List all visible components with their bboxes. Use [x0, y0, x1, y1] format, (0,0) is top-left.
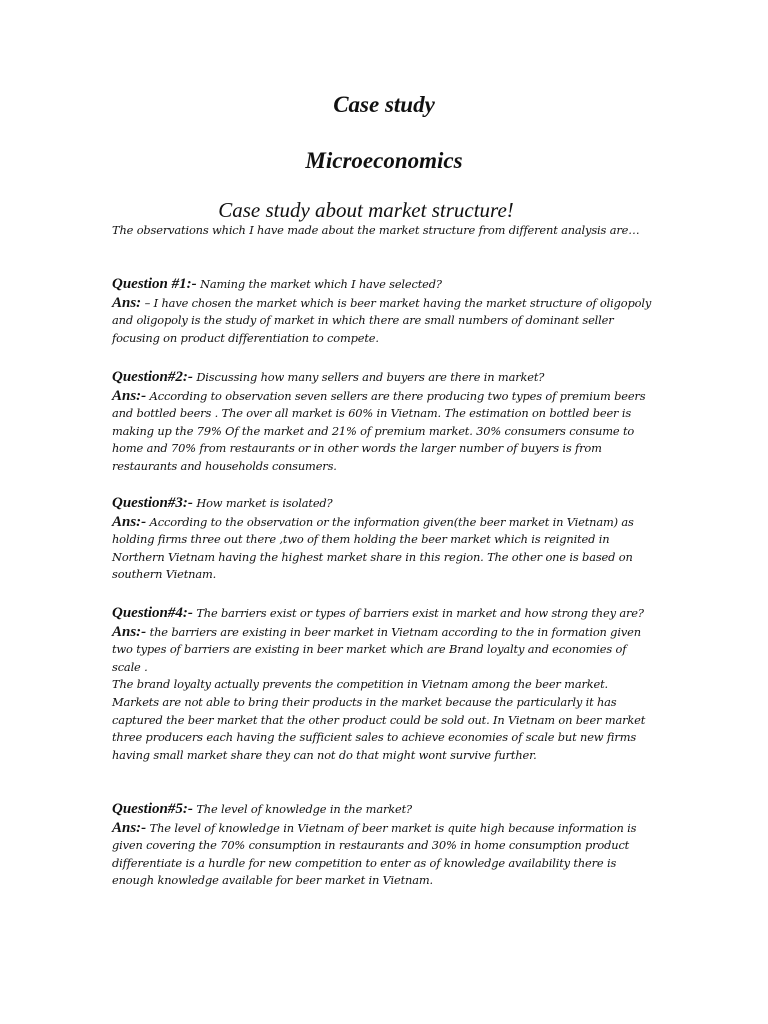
question-line	[112, 605, 652, 623]
subject-title: Microeconomics	[305, 148, 463, 173]
answer-paragraph	[112, 388, 652, 476]
question-block-2	[112, 369, 652, 476]
document-title: Case study	[333, 92, 435, 117]
answer-text: According to the observation or the information given(the beer market in Vietnam) as holding firms three out there ,two of them holding the beer market which is reignited in Northern Vietnam having the highest market share in this region. The other one is based on southern Vietnam.	[112, 514, 634, 582]
question-label: Question#4:-	[112, 605, 193, 621]
intro-paragraph: The observations which I have made about the market structure from different analysis are…	[112, 223, 640, 237]
question-block-1	[112, 276, 652, 347]
question-label: Question #1:-	[112, 276, 197, 292]
question-block-3	[112, 495, 652, 584]
question-block-4	[112, 605, 652, 764]
question-block-5	[112, 801, 652, 890]
question-line	[112, 801, 652, 819]
answer-label: Ans:-	[112, 513, 147, 530]
answer-label: Ans:	[112, 294, 142, 311]
answer-label: Ans:-	[112, 387, 147, 404]
question-text: The level of knowledge in the market?	[192, 802, 412, 816]
question-line	[112, 495, 652, 513]
answer-text: the barriers are existing in beer market in Vietnam according to the in formation given two types of barriers are existing in beer market which are Brand loyalty and economies of scale .	[112, 624, 641, 674]
answer-paragraph	[112, 820, 652, 890]
answer-paragraph	[112, 295, 652, 348]
section-heading: Case study about market structure!	[218, 198, 514, 222]
answer-paragraph	[112, 514, 652, 584]
question-text: Naming the market which I have selected?	[196, 277, 442, 291]
answer-text: According to observation seven sellers are there producing two types of premium beers and bottled beers . The over all market is 60% in Vietnam. The estimation on bottled beer is making up the 79% Of the market and 21% of premium market. 30% consumers consume to home and 70% from restaurants or in other words the larger number of buyers is from restaurants and households consumers.	[112, 388, 646, 473]
answer-continuation: The brand loyalty actually prevents the competition in Vietnam among the beer market. Markets are not able to bring their products in the market because the particularly it has captured the beer market that the other product could be sold out. In Vietnam on beer market three producers each having the sufficient sales to achieve economies of scale but new firms having small market share they can not do that might wont survive further.	[112, 677, 646, 762]
question-text: Discussing how many sellers and buyers are there in market?	[192, 370, 545, 384]
question-label: Question#3:-	[112, 495, 193, 511]
question-line	[112, 276, 652, 294]
question-text: The barriers exist or types of barriers exist in market and how strong they are?	[192, 606, 644, 620]
question-label: Question#5:-	[112, 801, 193, 817]
answer-label: Ans:-	[112, 623, 147, 640]
question-label: Question#2:-	[112, 369, 193, 385]
answer-paragraph	[112, 624, 652, 677]
answer-label: Ans:-	[112, 819, 147, 836]
answer-text: – I have chosen the market which is beer market having the market structure of oligopoly and oligopoly is the study of market in which there are small numbers of dominant seller focusing on product differentiation to compete.	[112, 295, 652, 345]
question-text: How market is isolated?	[192, 496, 333, 510]
answer-text: The level of knowledge in Vietnam of beer market is quite high because information is given covering the 70% consumption in restaurants and 30% in home consumption product differentiate is a hurdle for new competition to enter as of knowledge availability there is enough knowledge available for beer market in Vietnam.	[112, 820, 637, 888]
question-line	[112, 369, 652, 387]
